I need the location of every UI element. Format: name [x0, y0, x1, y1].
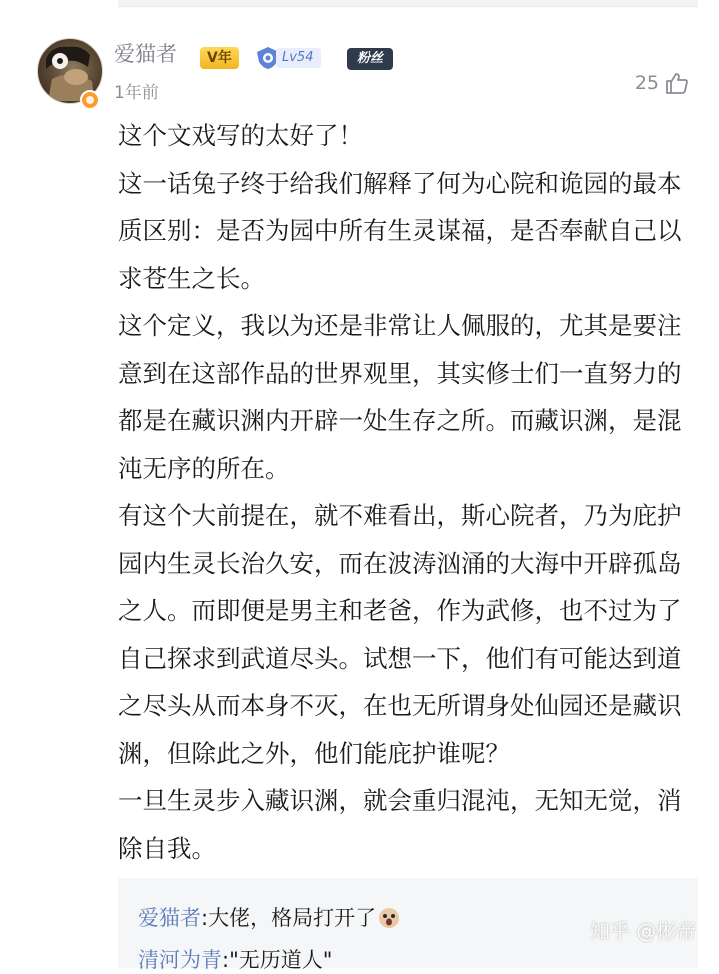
username[interactable]: 爱猫者: [114, 42, 177, 66]
like-count: 25: [634, 72, 659, 94]
previous-reply-box: [118, 0, 698, 7]
like-button[interactable]: [635, 72, 689, 94]
comment-paragraph: 这一话兔子终于给我们解释了何为心院和诡园的最本质区别：是否为园中所有生灵谋福，是否奉献自己以求苍生之长。: [118, 168, 682, 293]
comment-paragraph: 一旦生灵步入藏识渊，就会重归混沌，无知无觉，消除自我。: [118, 786, 682, 863]
thumb-up-icon: [665, 72, 689, 94]
level-badge[interactable]: Lv54: [276, 48, 321, 68]
reply-text: :大佬，格局打开了: [201, 906, 377, 930]
fan-badge[interactable]: 粉丝: [347, 48, 393, 70]
comment-paragraph: 这个文戏写的太好了！: [118, 121, 363, 150]
comment-body: [118, 112, 698, 872]
watermark: 知乎 @彬帝: [590, 919, 697, 943]
reply-item[interactable]: [138, 944, 332, 974]
comment-timestamp: 1年前: [114, 83, 159, 103]
reply-item[interactable]: [138, 902, 400, 932]
avatar-status-badge: [80, 90, 100, 110]
surprised-face-emoji-icon: [378, 907, 400, 929]
comment-paragraph: 这个定义，我以为还是非常让人佩服的，尤其是要注意到在这部作品的世界观里，其实修士们一直努力的都是在藏识渊内开辟一处生存之所。而藏识渊，是混沌无序的所在。: [118, 311, 682, 483]
reply-author[interactable]: 清河为青: [138, 948, 222, 972]
comment-paragraph: 有这个大前提在，就不难看出，斯心院者，乃为庇护园内生灵长治久安，而在波涛汹涌的大海中开辟孤岛之人。而即便是男主和老爸，作为武修，也不过为了自己探求到武道尽头。试想一下，他们有可能达到道之尽头从而本身不灭，在也无所谓身处仙园还是藏识渊，但除此之外，他们能庇护谁呢？: [118, 501, 682, 768]
vip-badge[interactable]: V年: [200, 47, 239, 69]
reply-author[interactable]: 爱猫者: [138, 906, 201, 930]
reply-text: :"无历道人": [222, 948, 333, 972]
